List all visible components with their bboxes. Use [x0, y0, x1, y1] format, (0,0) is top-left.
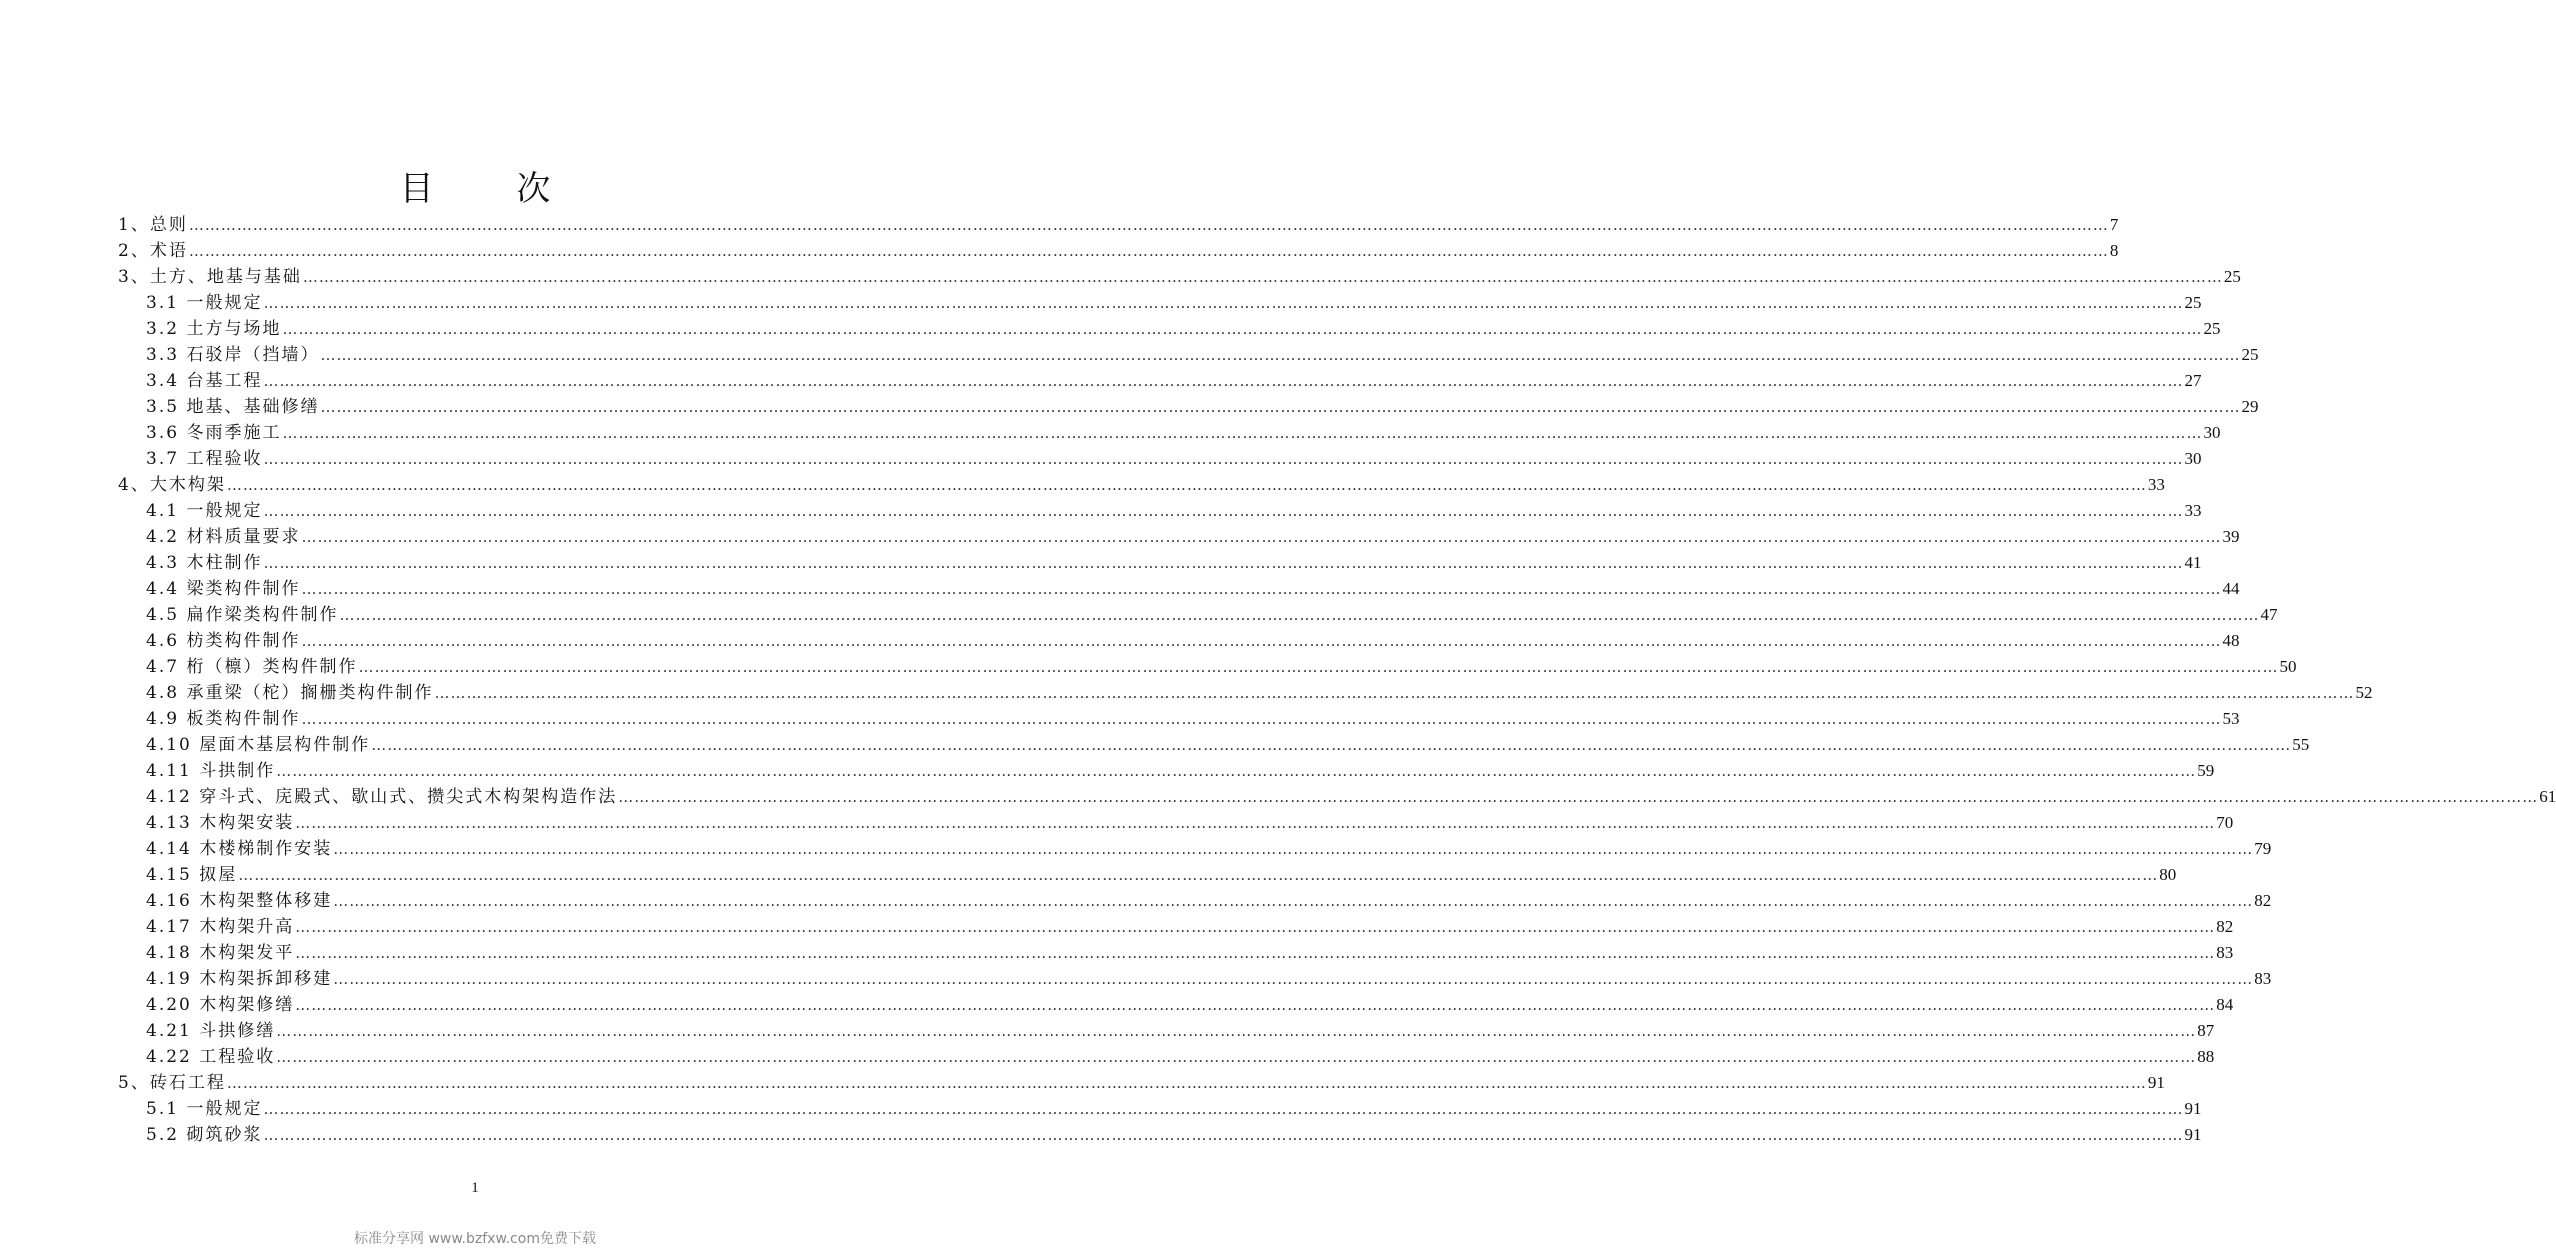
toc-entry: [118, 472, 2165, 498]
toc-entry: [146, 654, 2297, 680]
toc-entry-label: 4.3 木柱制作: [146, 553, 263, 573]
toc-entry-label: 4.13 木构架安装: [146, 813, 295, 833]
dot-leader: ………………………………………………………………………………………………………………………………………………………………………………………………………………………………………………………………………………………………………………………………: [263, 1126, 2184, 1144]
dot-leader: ………………………………………………………………………………………………………………………………………………………………………………………………………………………………………………………………………………………………………………………………: [371, 736, 2292, 754]
dot-leader: ………………………………………………………………………………………………………………………………………………………………………………………………………………………………………………………………………………………………………………………………: [282, 320, 2203, 338]
toc-entry: [118, 212, 2119, 238]
toc-entry: [146, 810, 2234, 836]
toc-entry-label: 4.22 工程验收: [146, 1047, 276, 1067]
toc-entry: [146, 524, 2240, 550]
toc-entry-label: 4.12 穿斗式、庑殿式、歇山式、攒尖式木构架构造作法: [146, 787, 618, 807]
toc-entry-label: 3、土方、地基与基础: [118, 267, 302, 287]
toc-entry: [146, 316, 2221, 342]
toc-entry-label: 3.5 地基、基础修缮: [146, 397, 320, 417]
toc-entry: [146, 290, 2202, 316]
toc-entry-page: 82: [2216, 917, 2234, 936]
toc-entry: [146, 550, 2202, 576]
toc-entry-label: 3.2 土方与场地: [146, 319, 282, 339]
dot-leader: ………………………………………………………………………………………………………………………………………………………………………………………………………………………………………………………………………………………………………………………………: [238, 866, 2159, 884]
toc-entry-label: 4.14 木楼梯制作安装: [146, 839, 333, 859]
toc-entry-label: 4.18 木构架发平: [146, 943, 295, 963]
toc-entry-label: 4.6 枋类构件制作: [146, 631, 301, 651]
toc-entry-page: 52: [2355, 683, 2373, 702]
toc-entry: [146, 394, 2259, 420]
footer-watermark: 标准分享网 www.bzfxw.com免费下载: [354, 1231, 596, 1247]
toc-entry-page: 25: [2223, 267, 2241, 286]
dot-leader: ………………………………………………………………………………………………………………………………………………………………………………………………………………………………………………………………………………………………………………………………: [263, 372, 2184, 390]
dot-leader: ………………………………………………………………………………………………………………………………………………………………………………………………………………………………………………………………………………………………………………………………: [333, 840, 2254, 858]
toc-entry: [146, 342, 2259, 368]
toc-entry-label: 3.4 台基工程: [146, 371, 263, 391]
dot-leader: ………………………………………………………………………………………………………………………………………………………………………………………………………………………………………………………………………………………………………………………………: [333, 892, 2254, 910]
dot-leader: ………………………………………………………………………………………………………………………………………………………………………………………………………………………………………………………………………………………………………………………………: [618, 788, 2539, 806]
toc-entry-label: 4.1 一般规定: [146, 501, 263, 521]
toc-entry: [146, 732, 2310, 758]
toc-entry-page: 33: [2147, 475, 2165, 494]
toc-entry-label: 4.19 木构架拆卸移建: [146, 969, 333, 989]
dot-leader: ………………………………………………………………………………………………………………………………………………………………………………………………………………………………………………………………………………………………………………………………: [263, 1100, 2184, 1118]
toc-entry-page: 48: [2222, 631, 2240, 650]
dot-leader: ………………………………………………………………………………………………………………………………………………………………………………………………………………………………………………………………………………………………………………………………: [276, 1022, 2197, 1040]
toc-entry-page: 27: [2184, 371, 2202, 390]
toc-entry-page: 59: [2197, 761, 2215, 780]
toc-entry: [118, 1070, 2165, 1096]
dot-leader: ………………………………………………………………………………………………………………………………………………………………………………………………………………………………………………………………………………………………………………………………: [263, 450, 2184, 468]
dot-leader: ………………………………………………………………………………………………………………………………………………………………………………………………………………………………………………………………………………………………………………………………: [295, 814, 2216, 832]
toc-entry-label: 4.10 屋面木基层构件制作: [146, 735, 371, 755]
dot-leader: ………………………………………………………………………………………………………………………………………………………………………………………………………………………………………………………………………………………………………………………………: [320, 398, 2241, 416]
toc-entry-page: 84: [2216, 995, 2234, 1014]
toc-entry-page: 29: [2241, 397, 2259, 416]
toc-entry-page: 82: [2254, 891, 2272, 910]
toc-entry-page: 44: [2222, 579, 2240, 598]
toc-entry-page: 30: [2203, 423, 2221, 442]
toc-entry: [146, 368, 2202, 394]
toc-entry: [146, 576, 2240, 602]
toc-entry-label: 4.15 㧐屋: [146, 865, 238, 885]
toc-entry: [146, 446, 2202, 472]
toc-entry-page: 8: [2109, 241, 2119, 260]
toc-entry-label: 4.16 木构架整体移建: [146, 891, 333, 911]
toc-entry: [146, 1044, 2215, 1070]
dot-leader: ………………………………………………………………………………………………………………………………………………………………………………………………………………………………………………………………………………………………………………………………: [295, 918, 2216, 936]
toc-entry-label: 4.2 材料质量要求: [146, 527, 301, 547]
toc-entry-page: 25: [2203, 319, 2221, 338]
toc-entry: [146, 914, 2234, 940]
toc-entry-label: 4.21 斗拱修缮: [146, 1021, 276, 1041]
toc-entry: [146, 706, 2240, 732]
toc-entry: [146, 862, 2177, 888]
toc-entry: [146, 680, 2373, 706]
toc-entry: [146, 1122, 2202, 1148]
toc-entry-page: 83: [2254, 969, 2272, 988]
toc-entry-page: 47: [2260, 605, 2278, 624]
toc-entry-page: 33: [2184, 501, 2202, 520]
toc-entry: [146, 420, 2221, 446]
page-number: 1: [471, 1180, 479, 1196]
dot-leader: ………………………………………………………………………………………………………………………………………………………………………………………………………………………………………………………………………………………………………………………………: [434, 684, 2355, 702]
toc-entry-page: 30: [2184, 449, 2202, 468]
dot-leader: ………………………………………………………………………………………………………………………………………………………………………………………………………………………………………………………………………………………………………………………………: [226, 1074, 2147, 1092]
toc-entry-page: 41: [2184, 553, 2202, 572]
dot-leader: ………………………………………………………………………………………………………………………………………………………………………………………………………………………………………………………………………………………………………………………………: [333, 970, 2254, 988]
toc-entry-label: 2、术语: [118, 241, 188, 261]
toc-entry: [146, 1018, 2215, 1044]
toc-entry: [146, 940, 2234, 966]
toc-entry-page: 50: [2279, 657, 2297, 676]
toc-entry-label: 4.7 桁（檩）类构件制作: [146, 657, 358, 677]
dot-leader: ………………………………………………………………………………………………………………………………………………………………………………………………………………………………………………………………………………………………………………………………: [295, 944, 2216, 962]
toc-entry-page: 53: [2222, 709, 2240, 728]
toc-entry: [146, 784, 2556, 810]
toc-entry-page: 70: [2216, 813, 2234, 832]
toc-entry: [146, 992, 2234, 1018]
dot-leader: ………………………………………………………………………………………………………………………………………………………………………………………………………………………………………………………………………………………………………………………………: [263, 502, 2184, 520]
toc-entry-label: 3.7 工程验收: [146, 449, 263, 469]
dot-leader: ………………………………………………………………………………………………………………………………………………………………………………………………………………………………………………………………………………………………………………………………: [320, 346, 2241, 364]
toc-entry-label: 4.4 梁类构件制作: [146, 579, 301, 599]
dot-leader: ………………………………………………………………………………………………………………………………………………………………………………………………………………………………………………………………………………………………………………………………: [301, 580, 2222, 598]
dot-leader: ………………………………………………………………………………………………………………………………………………………………………………………………………………………………………………………………………………………………………………………………: [295, 996, 2216, 1014]
toc-entry-label: 4.9 板类构件制作: [146, 709, 301, 729]
dot-leader: ………………………………………………………………………………………………………………………………………………………………………………………………………………………………………………………………………………………………………………………………: [188, 242, 2109, 260]
toc-entry-label: 4.20 木构架修缮: [146, 995, 295, 1015]
toc-entry-label: 3.1 一般规定: [146, 293, 263, 313]
toc-entry-page: 88: [2197, 1047, 2215, 1066]
dot-leader: ………………………………………………………………………………………………………………………………………………………………………………………………………………………………………………………………………………………………………………………………: [263, 294, 2184, 312]
toc-entry-page: 7: [2109, 215, 2119, 234]
toc-entry-page: 39: [2222, 527, 2240, 546]
dot-leader: ………………………………………………………………………………………………………………………………………………………………………………………………………………………………………………………………………………………………………………………………: [276, 1048, 2197, 1066]
toc-entry-label: 4.17 木构架升高: [146, 917, 295, 937]
toc-entry-label: 4.5 扁作梁类构件制作: [146, 605, 339, 625]
toc-entry-page: 79: [2254, 839, 2272, 858]
toc-entry-page: 83: [2216, 943, 2234, 962]
dot-leader: ………………………………………………………………………………………………………………………………………………………………………………………………………………………………………………………………………………………………………………………………: [226, 476, 2147, 494]
toc-entry-label: 5.1 一般规定: [146, 1099, 263, 1119]
toc-entry-page: 80: [2159, 865, 2177, 884]
dot-leader: ………………………………………………………………………………………………………………………………………………………………………………………………………………………………………………………………………………………………………………………………: [358, 658, 2279, 676]
toc-entry: [146, 758, 2215, 784]
dot-leader: ………………………………………………………………………………………………………………………………………………………………………………………………………………………………………………………………………………………………………………………………: [276, 762, 2197, 780]
dot-leader: ………………………………………………………………………………………………………………………………………………………………………………………………………………………………………………………………………………………………………………………………: [301, 528, 2222, 546]
page-title: 目 次: [399, 168, 587, 209]
toc-entry: [146, 966, 2272, 992]
toc-entry-label: 3.3 石驳岸（挡墙）: [146, 345, 320, 365]
dot-leader: ………………………………………………………………………………………………………………………………………………………………………………………………………………………………………………………………………………………………………………………………: [282, 424, 2203, 442]
toc-entry: [146, 602, 2278, 628]
toc-entry-page: 91: [2184, 1099, 2202, 1118]
toc-entry-label: 3.6 冬雨季施工: [146, 423, 282, 443]
toc-entry-label: 5.2 砌筑砂浆: [146, 1125, 263, 1145]
toc-entry: [118, 238, 2119, 264]
dot-leader: ………………………………………………………………………………………………………………………………………………………………………………………………………………………………………………………………………………………………………………………………: [339, 606, 2260, 624]
dot-leader: ………………………………………………………………………………………………………………………………………………………………………………………………………………………………………………………………………………………………………………………………: [263, 554, 2184, 572]
toc-entry-page: 55: [2292, 735, 2310, 754]
dot-leader: ………………………………………………………………………………………………………………………………………………………………………………………………………………………………………………………………………………………………………………………………: [301, 710, 2222, 728]
dot-leader: ………………………………………………………………………………………………………………………………………………………………………………………………………………………………………………………………………………………………………………………………: [302, 268, 2223, 286]
dot-leader: ………………………………………………………………………………………………………………………………………………………………………………………………………………………………………………………………………………………………………………………………: [188, 216, 2109, 234]
toc-entry-label: 1、总则: [118, 215, 188, 235]
toc-entry: [146, 888, 2272, 914]
toc-entry-page: 61: [2539, 787, 2556, 806]
toc-entry-label: 4、大木构架: [118, 475, 226, 495]
toc-entry-page: 91: [2184, 1125, 2202, 1144]
toc-entry: [146, 498, 2202, 524]
toc-entry-page: 87: [2197, 1021, 2215, 1040]
toc-entry-page: 25: [2241, 345, 2259, 364]
toc-entry-page: 25: [2184, 293, 2202, 312]
toc-entry: [118, 264, 2241, 290]
toc-entry-page: 91: [2147, 1073, 2165, 1092]
toc-entry: [146, 628, 2240, 654]
toc-entry: [146, 1096, 2202, 1122]
toc-entry-label: 5、砖石工程: [118, 1073, 226, 1093]
dot-leader: ………………………………………………………………………………………………………………………………………………………………………………………………………………………………………………………………………………………………………………………………: [301, 632, 2222, 650]
toc-entry: [146, 836, 2272, 862]
toc-entry-label: 4.8 承重梁（柁）搁栅类构件制作: [146, 683, 434, 703]
toc-entry-label: 4.11 斗拱制作: [146, 761, 276, 781]
